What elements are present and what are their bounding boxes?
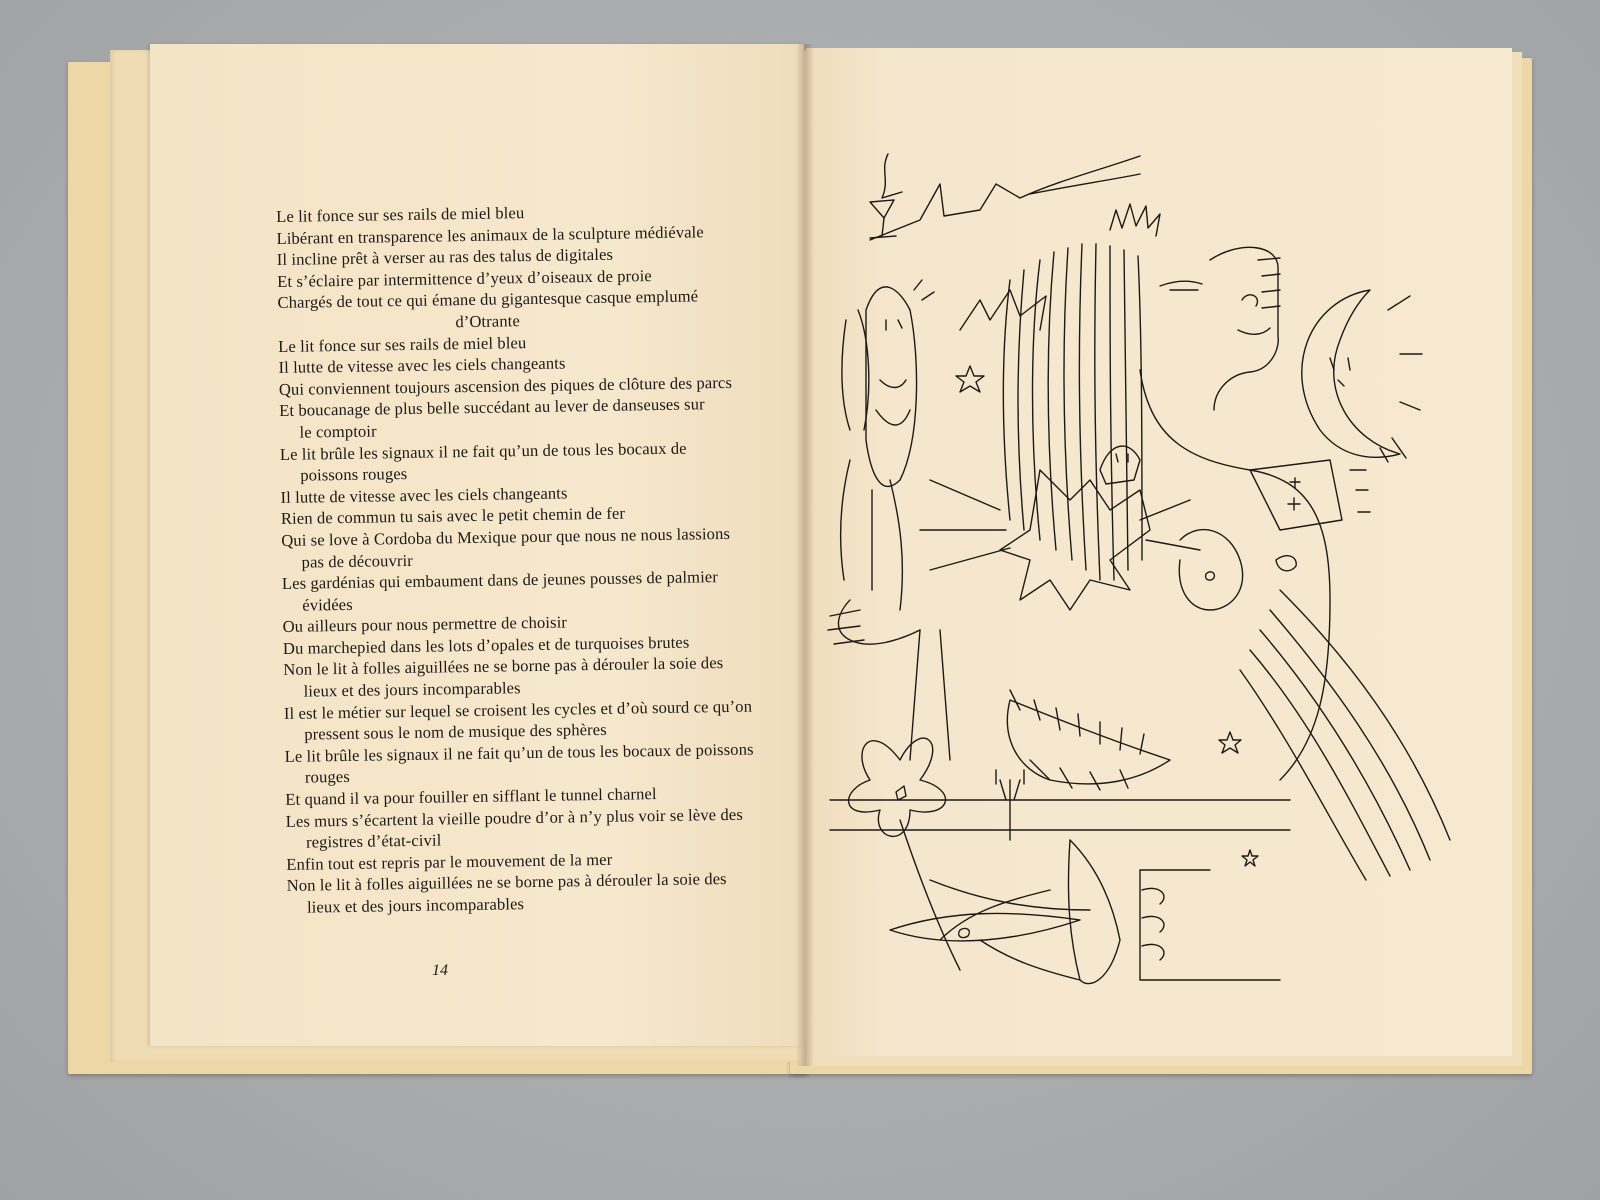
poem-line: Rien de commun tu sais avec le petit chemin de fer: [280, 503, 626, 529]
poem-line: Le lit brûle les signaux il ne fait qu’un de tous les bocaux de: [279, 438, 687, 464]
poem-line: Non le lit à folles aiguillées ne se borne pas à dérouler la soie des: [286, 869, 727, 896]
poem-line: Libérant en transparence les animaux de la sculpture médiévale: [276, 221, 704, 248]
poem-line: Il lutte de vitesse avec les ciels changeants: [278, 353, 566, 378]
poem-line-continuation: lieux et des jours incomparables: [306, 894, 525, 917]
poem-line: Du marchepied dans les lots d’opales et de turquoises brutes: [282, 632, 690, 658]
poem-line: Et boucanage de plus belle succédant au lever de danseuses sur: [279, 394, 705, 421]
page-number: 14: [432, 962, 448, 979]
poem-text: [276, 198, 787, 918]
poem-line-continuation: registres d’état-civil: [305, 830, 442, 852]
poem-line: Le lit fonce sur ses rails de miel bleu: [278, 332, 527, 356]
poem-line-continuation: rouges: [304, 767, 350, 788]
poem-line: Il lutte de vitesse avec les ciels changeants: [280, 483, 568, 507]
poem-line-continuation: le comptoir: [299, 421, 377, 442]
left-page: [150, 44, 804, 1046]
poem-line-continuation: pas de découvrir: [301, 550, 413, 572]
poem-line-continuation: d’Otrante: [455, 311, 520, 332]
line-drawing-icon: [810, 140, 1470, 1000]
poem-line: Le lit fonce sur ses rails de miel bleu: [276, 203, 525, 226]
book-gutter: [796, 44, 814, 1066]
poem-line-continuation: évidées: [302, 594, 353, 615]
poem-line: Non le lit à folles aiguillées ne se borne pas à dérouler la soie des: [283, 653, 724, 680]
right-page: [806, 48, 1512, 1056]
poem-line: Qui se love à Cordoba du Mexique pour que nous ne nous lassions: [281, 523, 731, 550]
poem-line: Qui conviennent toujours ascension des piques de clôture des parcs: [278, 372, 733, 399]
poem-line: Il incline prêt à verser au ras des talus de digitales: [276, 244, 614, 270]
poem-line: Le lit brûle les signaux il ne fait qu’un de tous les bocaux de poissons: [284, 739, 754, 766]
poem-line: Enfin tout est repris par le mouvement de la mer: [286, 849, 613, 874]
poem-line: Les gardénias qui embaument dans de jeunes pousses de palmier: [281, 567, 719, 594]
poem-line: Chargés de tout ce qui émane du gigantesque casque emplumé: [277, 286, 699, 313]
poem-line: Et quand il va pour fouiller en sifflant le tunnel charnel: [285, 784, 657, 809]
poem-line: Les murs s’écartent la vieille poudre d’or à n’y plus voir se lève des: [285, 804, 743, 831]
poem-line-continuation: poissons rouges: [300, 464, 408, 485]
poem-line-continuation: lieux et des jours incomparables: [303, 678, 521, 701]
poem-line-continuation: pressent sous le nom de musique des sphères: [304, 720, 607, 744]
poem-line: Il est le métier sur lequel se croisent les cycles et d’où sourd ce qu’on: [283, 696, 753, 723]
poem-line: Ou ailleurs pour nous permettre de choisir: [282, 612, 568, 637]
poem-line: Et s’éclaire par intermittence d’yeux d’oiseaux de proie: [277, 265, 652, 291]
